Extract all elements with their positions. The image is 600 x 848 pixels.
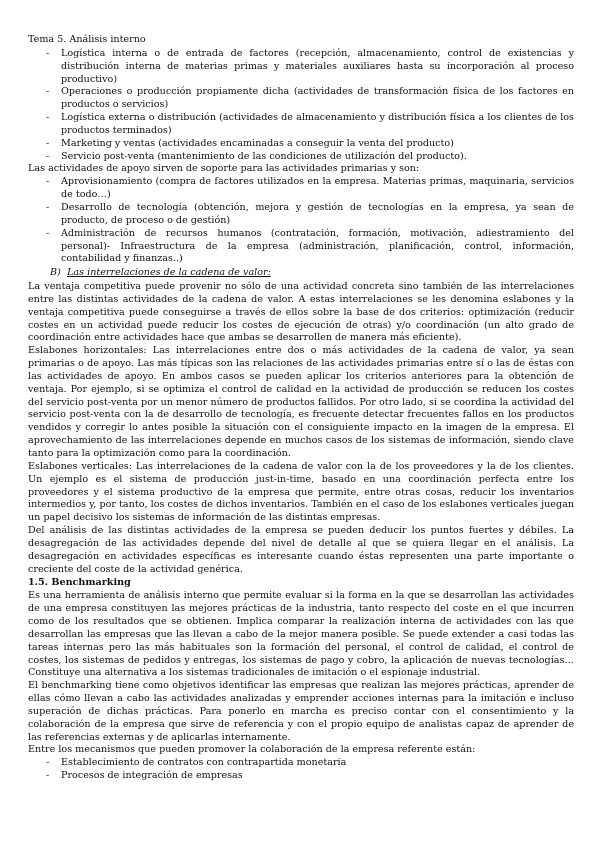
section-heading: 1.5. Benchmarking — [28, 577, 131, 589]
list-item: - Servicio post-venta (mantenimiento de las condiciones de utilización del producto). — [28, 151, 574, 164]
paragraph: El benchmarking tiene como objetivos identificar las empresas que realizan las mejores prácticas, aprender de ellas cómo llevan a cabo las actividades analizadas y emprender acciones internas para la imitación e incluso superación de dichas prácticas. Para ponerlo en marcha es preciso contar con el consentimiento y la colaboración de la empresa que sirve de referencia y con el propio equipo de analistas capaz de aprender de las referencias externas y de aplicarlas internamente. — [28, 680, 574, 743]
list-item: - Procesos de integración de empresas — [28, 770, 574, 783]
paragraph: Es una herramienta de análisis interno que permite evaluar si la forma en la que se desarrollan las actividades de una empresa constituyen las mejores prácticas de la industria, tanto respecto del coste en el que incurren como de los resultados que se obtienen. Implica comparar la realización interna de actividades con las que desarrollan las empresas que las llevan a cabo de la mejor manera posible. Se puede extender a casi todas las tareas internas pero las más habituales son la formación del personal, el control de calidad, el control de costes, los sistemas de pedidos y entregas, los sistemas de pago y cobro, la aplicación de nuevas tecnologías…Constituye una alternativa a los sistemas tradicionales de imitación o el espionaje industrial. — [28, 590, 574, 679]
paragraph: La ventaja competitiva puede provenir no sólo de una actividad concreta sino también de las interrelaciones entre las distintas actividades de la cadena de valor. A estas interrelaciones se les denomina eslabones y la ventaja competitiva puede conseguirse a través de ellos sobre la base de dos criterios: optimización (reducir costes en un actividad puede reducir los costes de ejecución de otras) y/o coordinación (un alto grado de coordinación entre actividades hace que ambas se desarrollen de manera más eficiente). — [28, 281, 574, 344]
paragraph: Eslabones horizontales: Las interrelaciones entre dos o más actividades de la cadena de valor, ya sean primarias o de apoyo. Las más típicas son las relaciones de las actividades primarias entre sí o las de éstas con las actividades de apoyo. En ambos casos se pueden aplicar los criterios anteriores para la obtención de ventaja. Por ejemplo, si se optimiza el control de calidad en la actividad de producción se reducen los costes del servicio post-venta por un menor número de productos fallidos. Por otro lado, si se coordina la actividad del servicio post-venta con la de desarrollo de tecnología, es frecuente detectar frecuentes fallos en los productos vendidos y corregir lo antes posible la situación con el consiguiente impacto en la imagen de la empresa. El aprovechamiento de las interrelaciones depende en muchos casos de los sistemas de información, siendo clave tanto para la optimización como para la coordinación. — [28, 345, 574, 459]
primary-activities-list — [28, 48, 574, 164]
mechanisms-list — [28, 757, 574, 783]
list-item: - Desarrollo de tecnología (obtención, mejora y gestión de tecnologías en la empresa, ya sean de producto, de proceso o de gestión) — [28, 202, 574, 228]
paragraph: Del análisis de las distintas actividades de la empresa se pueden deducir los puntos fuertes y débiles. La desagregación de las actividades depende del nivel de detalle al que se quiera llegar en el análisis. La desagregación en actividades específicas es interesante cuando éstas representen una parte importante o creciente del coste de la actividad genérica. — [28, 525, 574, 575]
subsection-title: Las interrelaciones de la cadena de valor: — [67, 267, 271, 279]
list-item: - Establecimiento de contratos con contrapartida monetaria — [28, 757, 574, 770]
paragraph: Entre los mecanismos que pueden promover la colaboración de la empresa referente están: — [28, 744, 476, 756]
subsection-heading — [28, 267, 574, 280]
paragraph: Eslabones verticales: Las interrelaciones de la cadena de valor con la de los proveedores y la de los clientes. Un ejemplo es el sistema de producción just-in-time, basado en una coordinación perfecta entre los proveedores y el sistema productivo de la empresa que permite, entre otras cosas, reducir los inventarios intermedios y, por tanto, los costes de dichos inventarios. También en el caso de los eslabones verticales juegan un papel decisivo los sistemas de información de las distintas empresas. — [28, 460, 574, 524]
support-intro: Las actividades de apoyo sirven de soporte para las actividades primarias y son: — [28, 163, 420, 175]
list-item: - Administración de recursos humanos (contratación, formación, motivación, adiestramiento del personal)- Infraestructura de la empresa (administración, planificación, control, información, contabilidad y finanzas..) — [28, 228, 574, 267]
list-item: - Operaciones o producción propiamente dicha (actividades de transformación física de los factores en productos o servicios) — [28, 86, 574, 112]
list-item: - Logística interna o de entrada de factores (recepción, almacenamiento, control de existencias y distribución interna de materias primas y materiales auxiliares hasta su incorporación al proceso productivo) — [28, 48, 574, 87]
list-item: - Logística externa o distribución (actividades de almacenamiento y distribución física a los clientes de los productos terminados) — [28, 112, 574, 138]
support-activities-list — [28, 176, 574, 266]
list-item: - Aprovisionamiento (compra de factores utilizados en la empresa. Materias primas, maquinaria, servicios de todo…) — [28, 176, 574, 202]
topic-heading: Tema 5. Análisis interno — [28, 34, 146, 45]
subsection-number: B) — [50, 267, 61, 279]
document-page — [28, 34, 574, 783]
list-item: - Marketing y ventas (actividades encaminadas a conseguir la venta del producto) — [28, 138, 574, 151]
